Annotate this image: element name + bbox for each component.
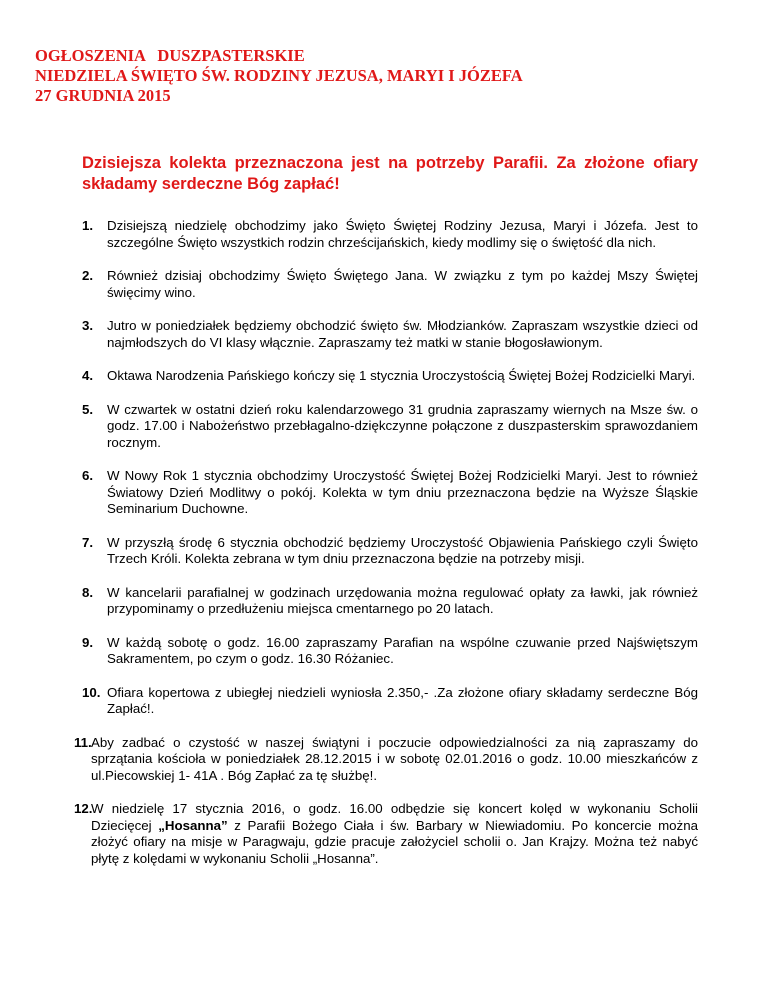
list-item bbox=[82, 535, 698, 568]
item-text: Ofiara kopertowa z ubiegłej niedzieli wyniosła 2.350,- .Za złożone ofiary składamy serdeczne Bóg Zapłać!. bbox=[107, 684, 698, 716]
item-text: W czwartek w ostatni dzień roku kalendarzowego 31 grudnia zapraszamy wiernych na Msze św. o godz. 17.00 i Nabożeństwo przebłagalno-dziękczynne połączone z duszpasterskim sprawozdaniem rocznym. bbox=[107, 401, 698, 450]
header-date: 27 GRUDNIA 2015 bbox=[35, 86, 171, 105]
item-text: Oktawa Narodzenia Pańskiego kończy się 1 stycznia Uroczystością Świętej Bożej Rodzicielki Maryi. bbox=[107, 368, 696, 383]
announcements-list bbox=[74, 218, 698, 867]
list-item bbox=[82, 318, 698, 351]
item-text: W przyszłą środę 6 stycznia obchodzić będziemy Uroczystość Objawienia Pańskiego czyli Święto Trzech Króli. Kolekta zebrana w tym dniu przeznaczona będzie na potrzeby misji. bbox=[107, 534, 698, 566]
item-text: Jutro w poniedziałek będziemy obchodzić święto św. Młodzianków. Zapraszam wszystkie dzieci od najmłodszych do VI klasy włącznie. Zapraszamy też matki w stanie błogosławionym. bbox=[107, 318, 698, 350]
item-number: 10. bbox=[82, 684, 101, 700]
item-text: Dzisiejszą niedzielę obchodzimy jako Święto Świętej Rodziny Jezusa, Maryi i Józefa. Jest to szczególne Święto wszystkich rodzin chrześcijańskich, kiedy modlimy się o świętość dla nich. bbox=[107, 218, 698, 250]
item-text bbox=[91, 801, 698, 867]
list-item bbox=[82, 468, 698, 518]
choir-name: „Hosanna” bbox=[158, 817, 228, 833]
item-text: W Nowy Rok 1 stycznia obchodzimy Uroczystość Świętej Bożej Rodzicielki Maryi. Jest to również Światowy Dzień Modlitwy o pokój. Kolekta w tym dniu przeznaczona będzie na Wyższe Śląskie Seminarium Duchowne. bbox=[107, 468, 698, 516]
header-title: OGŁOSZENIA DUSZPASTERSKIE bbox=[35, 46, 305, 65]
list-item bbox=[82, 218, 698, 251]
item-text: Aby zadbać o czystość w naszej świątyni i poczucie odpowiedzialności za nią zapraszamy do sprzątania kościoła w poniedziałek 28.12.2015 i w sobotę 02.01.2016 o godz. 10.00 mieszkańców z ul.Piecowskiej 1- 41A . Bóg Zapłać za tę służbę!. bbox=[91, 734, 698, 783]
item-text-start: W niedzielę 17 stycznia 2016, o godz. 16.00 odbędzie się koncert kolęd w wykonaniu Scholii Dziecięcej bbox=[91, 801, 698, 833]
item-number: 2. bbox=[82, 268, 94, 283]
item-number: 8. bbox=[82, 584, 94, 600]
item-number: 1. bbox=[82, 218, 94, 233]
item-number: 12. bbox=[74, 801, 93, 816]
list-item bbox=[82, 268, 698, 301]
list-item bbox=[82, 368, 698, 385]
item-text-end: z Parafii Bożego Ciała i św. Barbary w Niewiadomiu. Po koncercie można złożyć ofiary na misje w Paragwaju, gdzie pracuje założyciel scholii o. Jan Krajzy. Można też nabyć płytę z kolędami w wykonaniu Scholii „Hosanna”. bbox=[91, 817, 698, 866]
item-number: 3. bbox=[82, 318, 94, 333]
collection-notice: Dzisiejsza kolekta przeznaczona jest na potrzeby Parafii. Za złożone ofiary składamy serdeczne Bóg zapłać! bbox=[82, 154, 698, 193]
item-number: 9. bbox=[82, 634, 94, 650]
item-number: 7. bbox=[82, 534, 94, 550]
list-item bbox=[74, 735, 698, 785]
item-number: 4. bbox=[82, 368, 94, 383]
announcements-header bbox=[35, 46, 735, 106]
list-item bbox=[82, 585, 698, 618]
item-number: 6. bbox=[82, 468, 94, 483]
item-text: Również dzisiaj obchodzimy Święto Świętego Jana. W związku z tym po każdej Mszy Świętej święcimy wino. bbox=[107, 268, 698, 300]
list-item bbox=[82, 635, 698, 668]
list-item bbox=[74, 801, 698, 867]
item-number: 11. bbox=[74, 734, 92, 750]
item-text: W każdą sobotę o godz. 16.00 zapraszamy Parafian na wspólne czuwanie przed Najświętszym Sakramentem, po czym o godz. 16.30 Różaniec. bbox=[107, 634, 698, 666]
item-text: W kancelarii parafialnej w godzinach urzędowania można regulować opłaty za ławki, jak również przypominamy o przedłużeniu miejsca cmentarnego po 20 latach. bbox=[107, 584, 698, 616]
list-item bbox=[82, 402, 698, 452]
item-number: 5. bbox=[82, 401, 94, 417]
header-feast: NIEDZIELA ŚWIĘTO ŚW. RODZINY JEZUSA, MARYI I JÓZEFA bbox=[35, 66, 523, 85]
list-item bbox=[82, 685, 698, 718]
